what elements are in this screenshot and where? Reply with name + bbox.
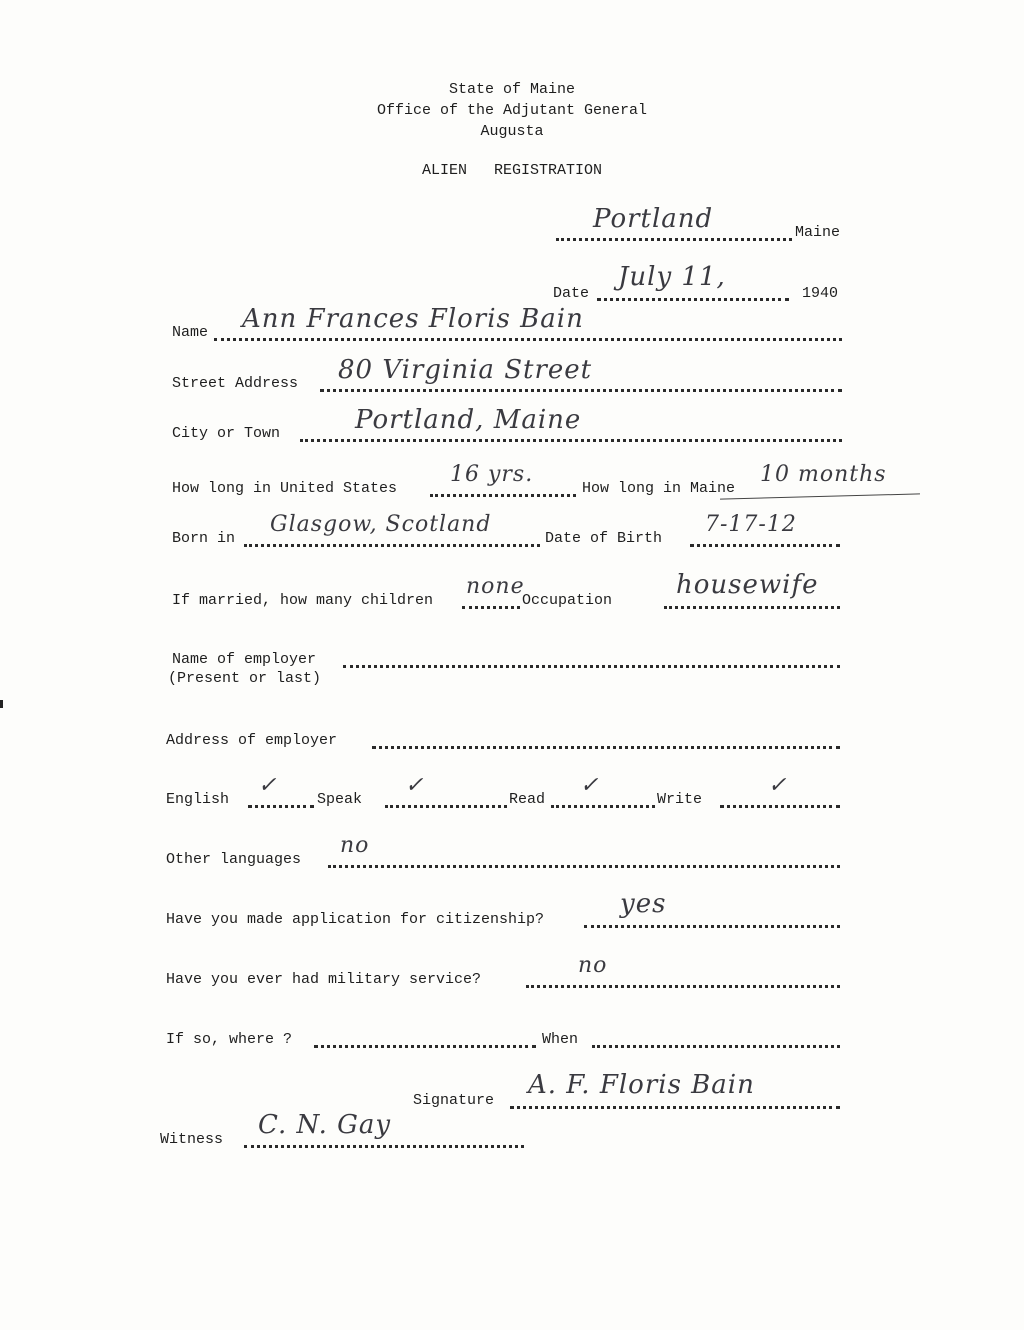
read-label: Read	[509, 791, 546, 808]
date-value: July 11,	[618, 262, 726, 292]
citizenship-value: yes	[620, 889, 667, 919]
employer-dots	[343, 649, 840, 668]
speak-check: ✓	[405, 773, 425, 798]
maine-value: 10 months	[760, 462, 887, 487]
employer-address-label: Address of employer	[166, 732, 338, 749]
write-check: ✓	[768, 773, 788, 798]
speak-label: Speak	[317, 791, 363, 808]
city-value: Portland, Maine	[355, 405, 582, 435]
header-state: State of Maine	[448, 81, 576, 98]
place-state-label: Maine	[795, 224, 841, 241]
other-lang-label: Other languages	[166, 851, 302, 868]
when-dots	[592, 1029, 840, 1048]
born-value: Glasgow, Scotland	[270, 512, 492, 537]
children-label: If married, how many children	[172, 592, 434, 609]
signature-label: Signature	[413, 1092, 495, 1109]
speak-dots	[385, 789, 507, 808]
born-label: Born in	[172, 530, 236, 547]
other-lang-value: no	[340, 833, 370, 858]
witness-label: Witness	[160, 1131, 224, 1148]
street-value: 80 Virginia Street	[338, 355, 593, 385]
maine-underline	[720, 493, 920, 499]
military-value: no	[578, 953, 608, 978]
read-dots	[551, 789, 655, 808]
employer-address-dots	[372, 730, 840, 749]
children-value: none	[466, 574, 525, 599]
name-label: Name	[172, 324, 209, 341]
english-check: ✓	[258, 773, 278, 798]
dob-value: 7-17-12	[705, 512, 797, 537]
date-label: Date	[553, 285, 590, 302]
date-year: 1940	[802, 285, 839, 302]
name-value: Ann Frances Floris Bain	[242, 304, 584, 334]
employer-label: Name of employer	[172, 651, 317, 668]
write-label: Write	[657, 791, 703, 808]
military-label: Have you ever had military service?	[166, 971, 482, 988]
occupation-value: housewife	[676, 570, 819, 600]
when-label: When	[542, 1031, 579, 1048]
street-label: Street Address	[172, 375, 299, 392]
scan-edge-mark	[0, 700, 3, 708]
place-city-value: Portland	[593, 204, 714, 234]
us-value: 16 yrs.	[450, 462, 534, 487]
header-office: Office of the Adjutant General	[376, 102, 648, 119]
where-label: If so, where ?	[166, 1031, 293, 1048]
occupation-label: Occupation	[522, 592, 613, 609]
dob-label: Date of Birth	[545, 530, 663, 547]
witness-value: C. N. Gay	[258, 1110, 392, 1140]
read-check: ✓	[580, 773, 600, 798]
where-dots	[314, 1029, 536, 1048]
city-label: City or Town	[172, 425, 281, 442]
form-title: ALIEN REGISTRATION	[421, 162, 603, 179]
signature-value: A. F. Floris Bain	[528, 1070, 755, 1100]
military-dots	[526, 969, 840, 988]
citizenship-label: Have you made application for citizenship?	[166, 911, 545, 928]
employer-sublabel: (Present or last)	[168, 670, 322, 687]
header-city: Augusta	[480, 123, 544, 140]
maine-label: How long in Maine	[582, 480, 736, 497]
english-label: English	[166, 791, 230, 808]
other-lang-dots	[328, 849, 840, 868]
us-label: How long in United States	[172, 480, 398, 497]
